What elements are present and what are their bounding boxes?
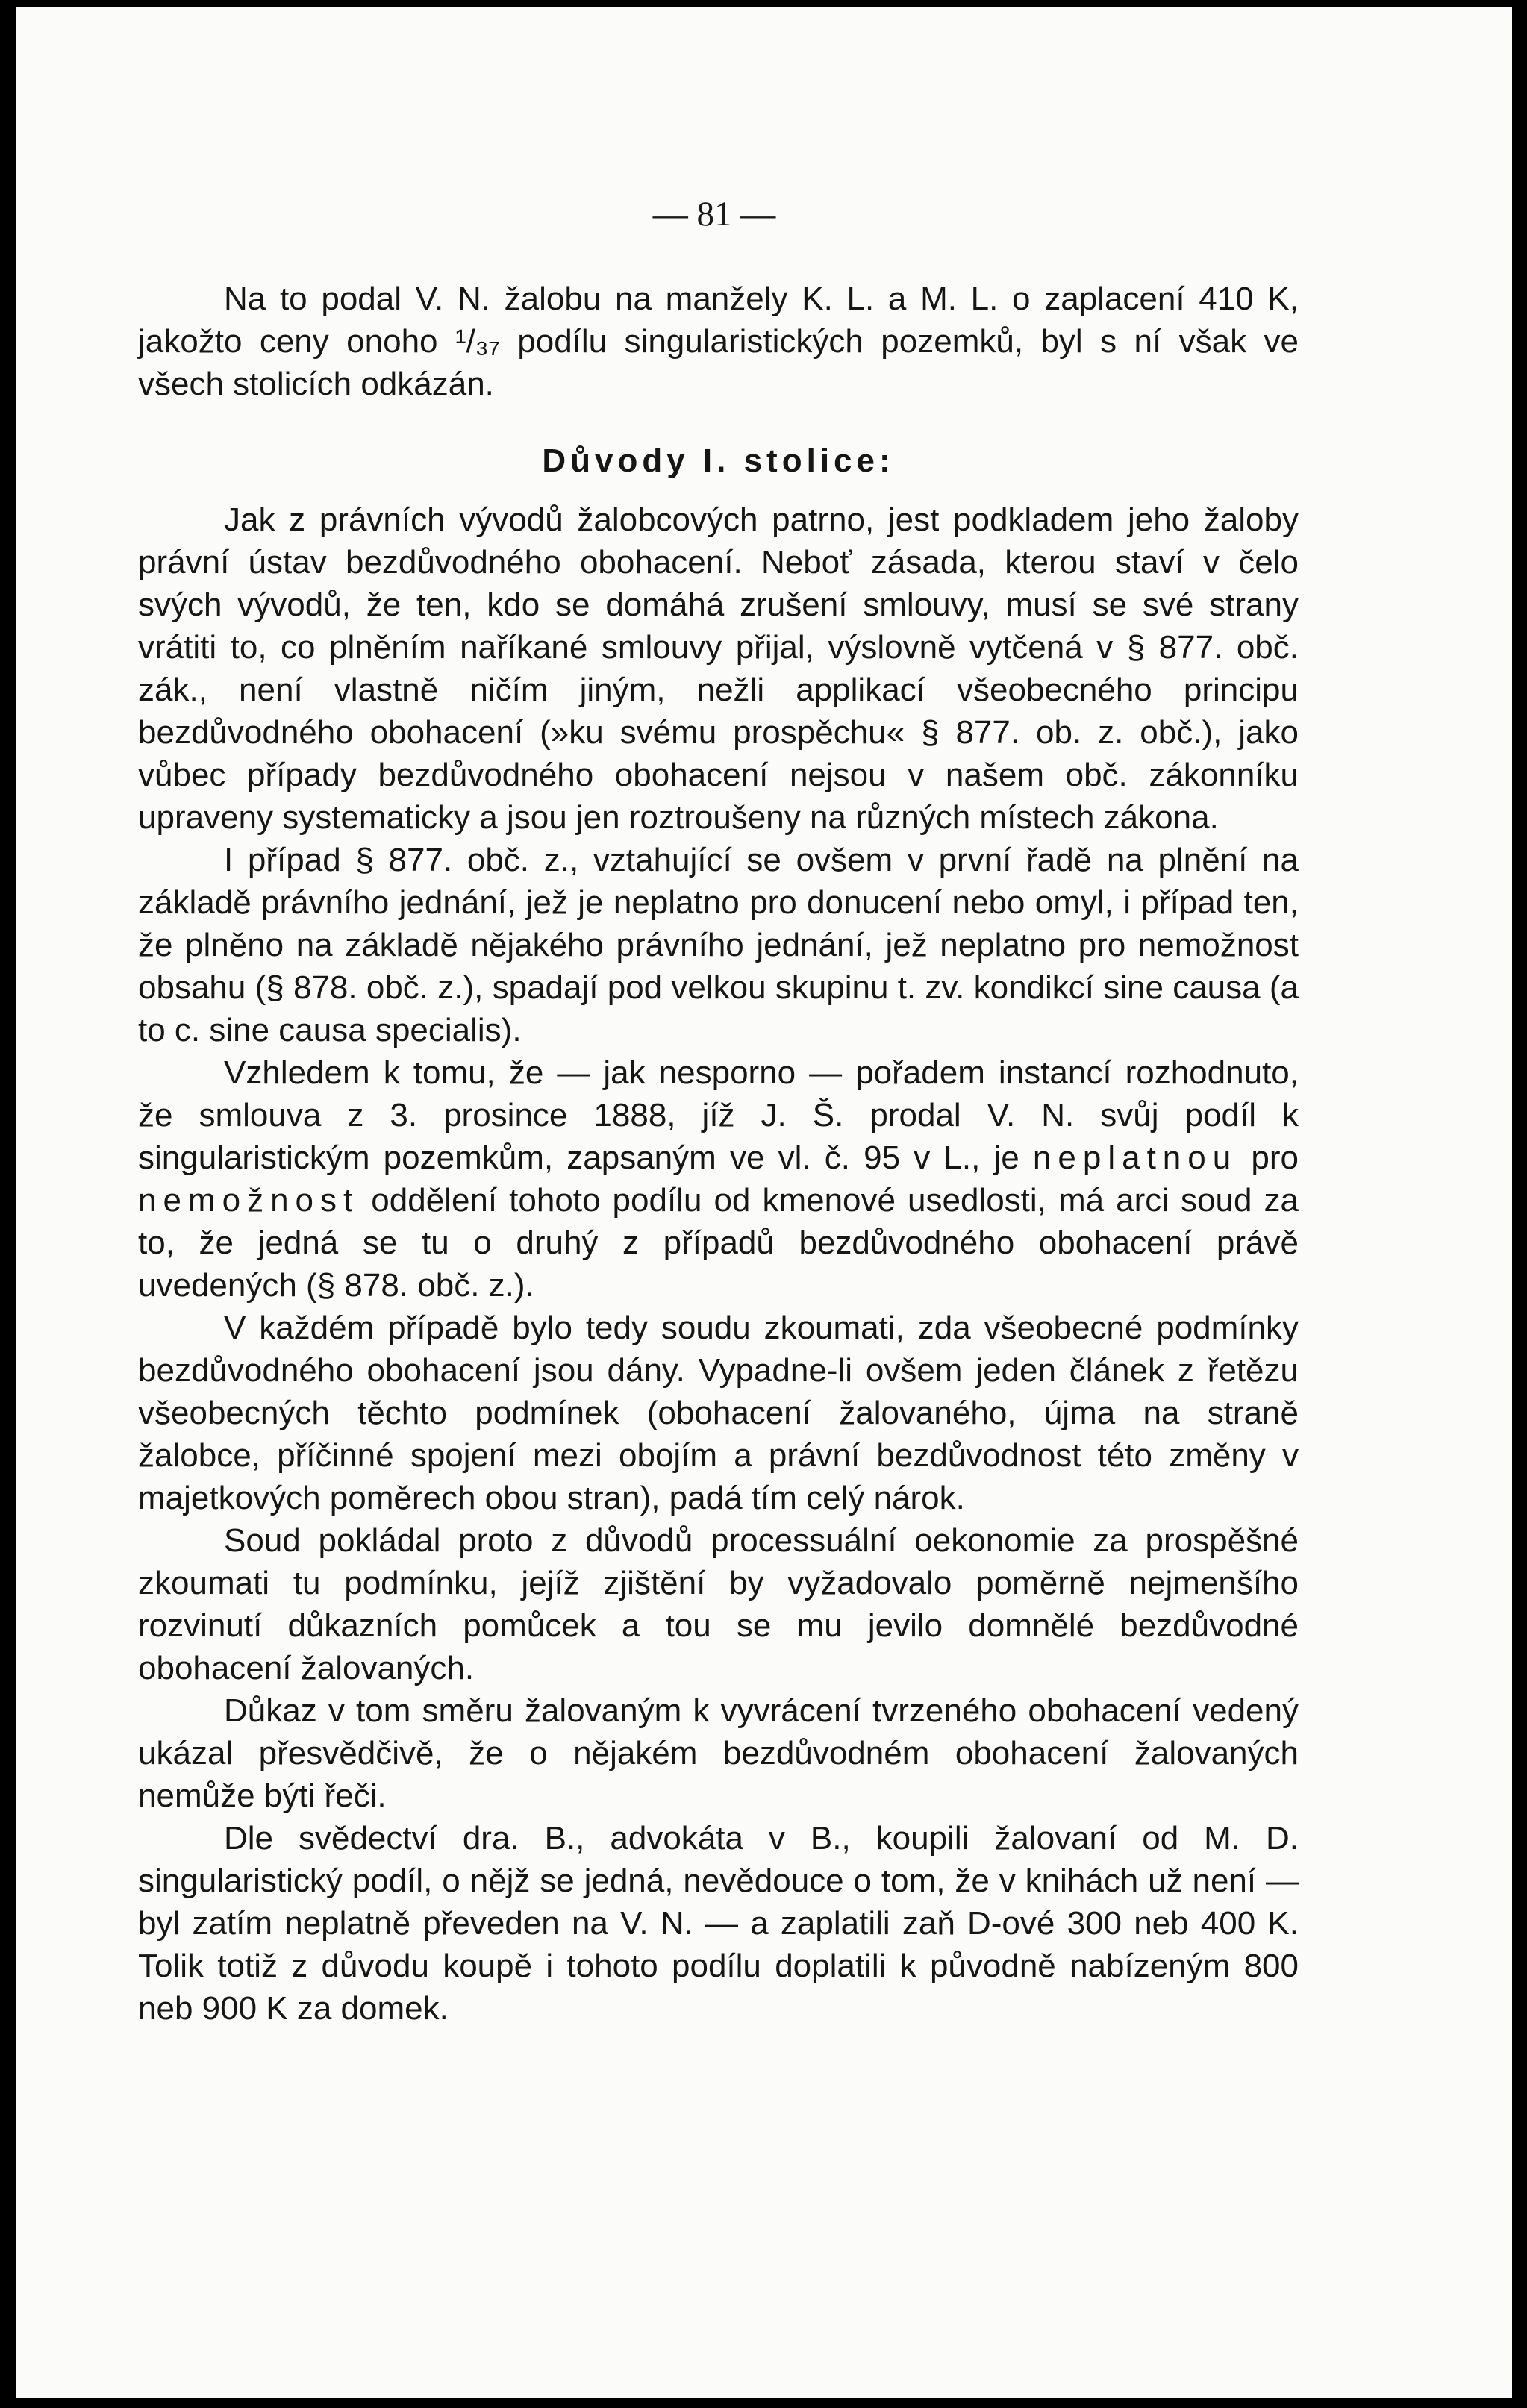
paragraph-text: pro — [1251, 1139, 1299, 1176]
page-number: — 81 — — [652, 195, 776, 234]
paragraph: Jak z právních vývodů žalobcových patrno, jest podkladem jeho žaloby právní ústav bezdůvodného obohacení. Neboť zásada, kterou staví v čelo svých vývodů, že ten, kdo se domáhá zrušení smlouvy, musí se své strany vrátiti to, co plněním naříkané smlouvy přijal, výslovně vytčená v § 877. obč. zák., není vlastně ničím jiným, nežli applikací všeobecného principu bezdůvodného obohacení (»ku svému prospěchu« § 877. ob. z. obč.), jako vůbec případy bezdůvodného obohacení nejsou v našem obč. zákonníku upraveny systematicky a jsou jen roztroušeny na různých místech zákona. — [138, 501, 1299, 836]
paragraph-text: oddělení tohoto podílu od kmenové usedlosti, má arci soud za to, že jedná se tu o druhý z případů bezdůvodného obohacení právě uvedených (§ 878. obč. z.). — [138, 1182, 1299, 1304]
section-heading: Důvody I. stolice: — [542, 442, 895, 479]
spaced-emphasis: nemožnost — [138, 1182, 360, 1219]
paragraph-text: Vzhledem k tomu, že — jak nesporno — pořadem instancí rozhodnuto, že smlouva z 3. prosince 1888, jíž J. Š. prodal V. N. svůj podíl k singularistickým pozemkům, zapsaným ve vl. č. 95 v L., je — [138, 1054, 1299, 1176]
paragraph — [138, 1051, 1299, 1307]
paragraph: Dle svědectví dra. B., advokáta v B., koupili žalovaní od M. D. singularistický podíl, o nějž se jedná, nevědouce o tom, že v knihách už není — byl zatím neplatně převeden na V. N. — a zaplatili zaň D-ové 300 neb 400 K. Tolik totiž z důvodu koupě i tohoto podílu doplatili k původně nabízeným 800 neb 900 K za domek. — [138, 1820, 1299, 2027]
paragraph: Důkaz v tom směru žalovaným k vyvrácení tvrzeného obohacení vedený ukázal přesvědčivě, že o nějakém bezdůvodném obohacení žalovaných nemůže býti řeči. — [138, 1692, 1299, 1814]
paragraph: I případ § 877. obč. z., vztahující se ovšem v první řadě na plnění na základě právního jednání, jež je neplatno pro donucení nebo omyl, i případ ten, že plněno na základě nějakého právního jednání, jež neplatno pro nemožnost obsahu (§ 878. obč. z.), spadají pod velkou skupinu t. zv. kondikcí sine causa (a to c. sine causa specialis). — [138, 842, 1299, 1048]
paragraph: V každém případě bylo tedy soudu zkoumati, zda všeobecné podmínky bezdůvodného obohacení jsou dány. Vypadne-li ovšem jeden článek z řetězu všeobecných těchto podmínek (obohacení žalovaného, újma na straně žalobce, příčinné spojení mezi obojím a právní bezdůvodnost této změny v majetkových poměrech obou stran), padá tím celý nárok. — [138, 1310, 1299, 1516]
paragraph: Soud pokládal proto z důvodů processuální oekonomie za prospěšné zkoumati tu podmínku, jejíž zjištění by vyžadovalo poměrně nejmenšího rozvinutí důkazních pomůcek a tou se mu jevilo domnělé bezdůvodné obohacení žalovaných. — [138, 1522, 1299, 1686]
body-text — [138, 278, 1299, 2030]
scanned-page — [16, 7, 1512, 2398]
intro-paragraph: Na to podal V. N. žalobu na manžely K. L. a M. L. o zaplacení 410 K, jakožto ceny onoho ¹/₃₇ podílu singularistických pozemků, byl s ní však ve všech stolicích odkázán. — [138, 281, 1299, 402]
spaced-emphasis: neplatnou — [1032, 1139, 1238, 1176]
